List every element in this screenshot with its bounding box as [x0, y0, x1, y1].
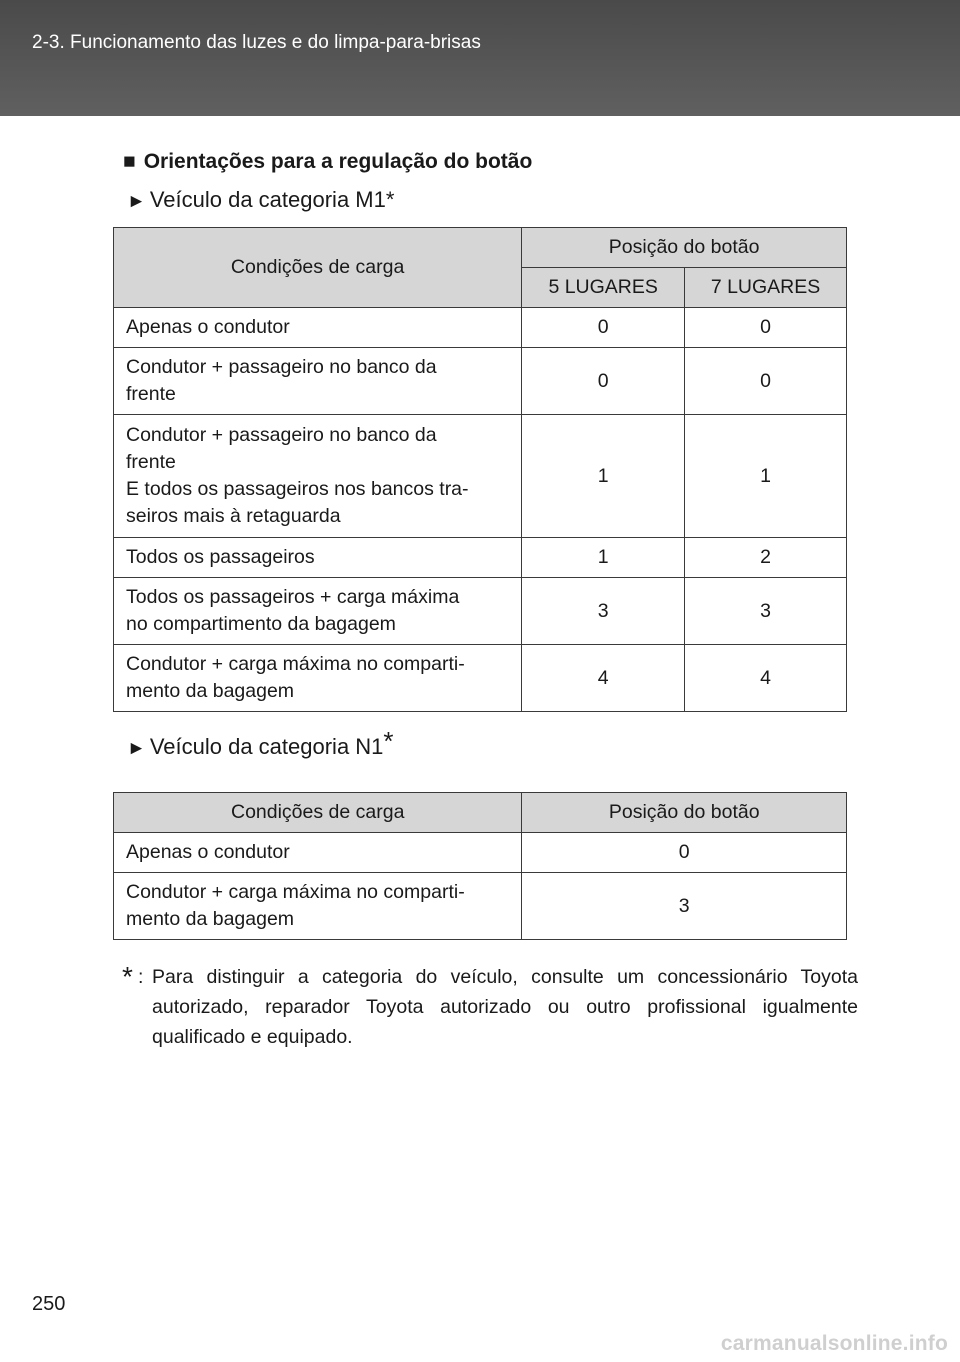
section-title: Orientações para a regulação do botão: [143, 150, 533, 173]
position-5-seats-cell: 0: [522, 348, 685, 415]
load-condition-cell: [114, 645, 522, 712]
load-condition-line: Todos os passageiros + carga máxima: [126, 586, 460, 608]
footnote: [122, 962, 858, 1052]
position-5-seats-cell: 1: [522, 538, 685, 578]
position-7-seats-cell: 0: [685, 308, 847, 348]
table-row: [114, 578, 847, 645]
load-condition-cell: [114, 873, 522, 940]
m1-subheading: [127, 187, 394, 213]
footnote-text: Para distinguir a categoria do veículo, consulte um concessionário Toyota autorizado, reparador Toyota autorizado ou outro profissional igualmente qualificado e equipado.: [152, 966, 858, 1048]
position-7-seats-cell: 1: [685, 415, 847, 538]
position-5-seats-cell: 0: [522, 308, 685, 348]
table-row: [114, 873, 847, 940]
load-condition-line: E todos os passageiros nos bancos tra-: [126, 478, 469, 500]
load-condition-cell: [114, 538, 522, 578]
load-condition-line: Condutor + passageiro no banco da: [126, 356, 437, 378]
position-cell: 3: [522, 873, 847, 940]
position-5-seats-cell: 1: [522, 415, 685, 538]
load-condition-cell: [114, 578, 522, 645]
table-row: [114, 538, 847, 578]
watermark: carmanualsonline.info: [720, 1332, 948, 1355]
load-condition-line: Apenas o condutor: [126, 841, 290, 863]
triangle-arrow-icon: ►: [127, 191, 146, 212]
position-7-seats-cell: 2: [685, 538, 847, 578]
position-5-seats-cell: 4: [522, 645, 685, 712]
table-row: [114, 645, 847, 712]
m1-header-position: Posição do botão: [522, 228, 847, 268]
n1-title: Veículo da categoria N1: [149, 734, 384, 759]
load-condition-line: no compartimento da bagagem: [126, 613, 396, 635]
n1-header-position: Posição do botão: [522, 793, 847, 833]
load-condition-cell: [114, 415, 522, 538]
table-row: [114, 348, 847, 415]
section-heading: [123, 150, 532, 174]
footnote-star: *: [383, 725, 394, 756]
footnote-colon: :: [138, 966, 144, 988]
load-condition-line: Condutor + carga máxima no comparti-: [126, 653, 465, 675]
load-condition-line: Apenas o condutor: [126, 316, 290, 338]
load-condition-cell: [114, 833, 522, 873]
position-cell: 0: [522, 833, 847, 873]
m1-header-conditions: Condições de carga: [114, 228, 522, 308]
n1-header-conditions: Condições de carga: [114, 793, 522, 833]
position-7-seats-cell: 3: [685, 578, 847, 645]
table-row: [114, 308, 847, 348]
m1-header-5-seats: 5 LUGARES: [522, 268, 685, 308]
triangle-arrow-icon: ►: [127, 738, 146, 759]
load-condition-line: seiros mais à retaguarda: [126, 505, 341, 527]
load-condition-line: Condutor + passageiro no banco da: [126, 424, 437, 446]
load-condition-cell: [114, 348, 522, 415]
load-condition-line: mento da bagagem: [126, 908, 295, 930]
m1-table-body: [114, 308, 847, 712]
page-header: [0, 0, 960, 116]
position-7-seats-cell: 0: [685, 348, 847, 415]
load-condition-cell: [114, 308, 522, 348]
n1-table: [113, 792, 847, 940]
position-5-seats-cell: 3: [522, 578, 685, 645]
page-number: 250: [32, 1293, 66, 1315]
load-condition-line: frente: [126, 383, 176, 405]
position-7-seats-cell: 4: [685, 645, 847, 712]
table-row: [114, 415, 847, 538]
load-condition-line: frente: [126, 451, 176, 473]
chapter-title: 2-3. Funcionamento das luzes e do limpa-para-brisas: [32, 32, 481, 53]
m1-table: [113, 227, 847, 712]
load-condition-line: Condutor + carga máxima no comparti-: [126, 881, 465, 903]
load-condition-line: mento da bagagem: [126, 680, 295, 702]
n1-table-body: [114, 833, 847, 940]
n1-subheading: [127, 725, 394, 760]
m1-title: Veículo da categoria M1*: [149, 187, 395, 212]
m1-header-7-seats: 7 LUGARES: [685, 268, 847, 308]
table-row: [114, 833, 847, 873]
square-bullet-icon: ■: [123, 150, 136, 173]
footnote-star-marker: *: [122, 961, 133, 992]
load-condition-line: Todos os passageiros: [126, 546, 315, 568]
